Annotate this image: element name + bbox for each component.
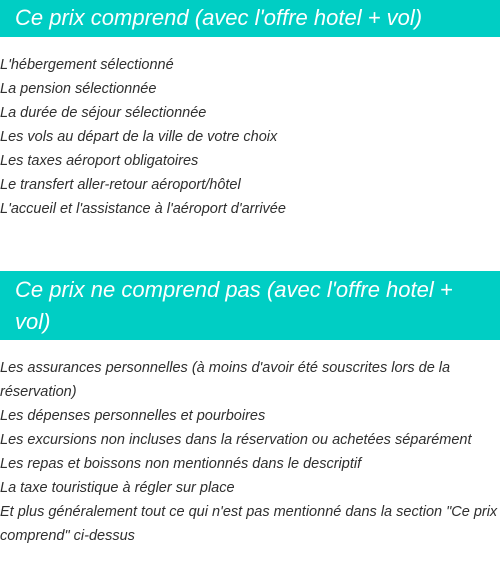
includes-list [0,53,500,221]
list-item: Les vols au départ de la ville de votre choix [0,129,278,145]
list-item: L'hébergement sélectionné [0,57,174,73]
list-item: La durée de séjour sélectionnée [0,105,207,121]
excludes-list [0,356,500,548]
list-item: L'accueil et l'assistance à l'aéroport d'arrivée [0,201,286,217]
includes-section-title: Ce prix comprend (avec l'offre hotel + vol) [0,0,500,37]
list-item: Les excursions non incluses dans la réservation ou achetées séparément [0,432,472,448]
excludes-section-title: Ce prix ne comprend pas (avec l'offre hotel + vol) [0,271,500,340]
list-item: Le transfert aller-retour aéroport/hôtel [0,177,241,193]
list-item: Les assurances personnelles (à moins d'avoir été souscrites lors de la réservation) [0,360,451,400]
list-item: Les dépenses personnelles et pourboires [0,408,266,424]
list-item: La taxe touristique à régler sur place [0,480,235,496]
list-item: Les taxes aéroport obligatoires [0,153,199,169]
list-item: Et plus généralement tout ce qui n'est pas mentionné dans la section "Ce prix comprend" ci-dessus [0,504,498,544]
list-item: Les repas et boissons non mentionnés dans le descriptif [0,456,362,472]
list-item: La pension sélectionnée [0,81,157,97]
